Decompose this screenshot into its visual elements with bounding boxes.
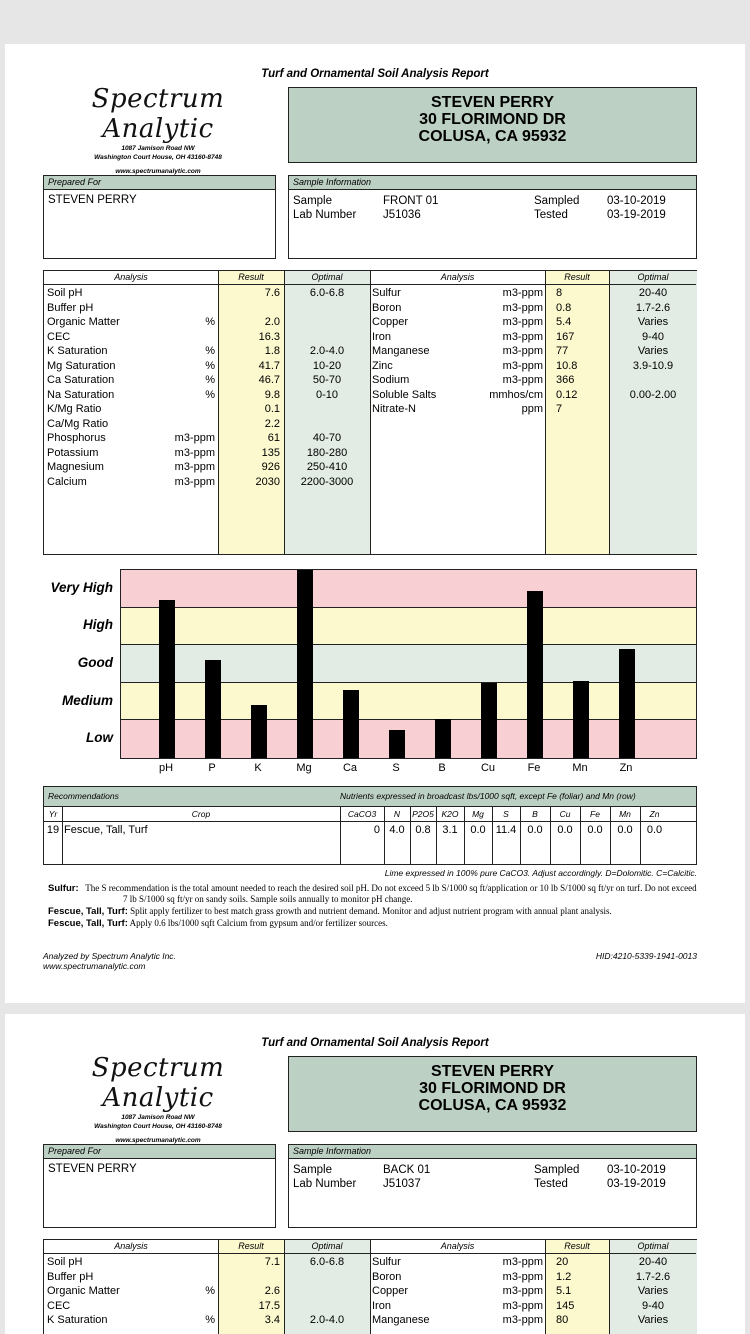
chart-bar — [251, 705, 267, 758]
rec-value-cell: 11.4 — [495, 824, 517, 836]
analysis-row — [370, 301, 697, 316]
prepared-for-box-2 — [43, 1144, 276, 1228]
client-street-2: 30 FLORIMOND DR — [419, 1080, 566, 1097]
analysis-name: Zinc — [372, 359, 393, 372]
rec-header-cell: Cu — [559, 809, 571, 819]
analysis-row — [44, 359, 370, 374]
analysis-result: 2.0 — [264, 316, 280, 328]
note-fescue-1 — [48, 906, 698, 917]
analysis-row — [44, 1299, 370, 1314]
analysis-name: Na Saturation — [47, 388, 115, 401]
analysis-result: 17.5 — [258, 1299, 280, 1312]
analysis-name: Nitrate-N — [372, 403, 417, 415]
analysis-result: 20 — [556, 1256, 569, 1268]
client-street: 30 FLORIMOND DR — [419, 111, 566, 128]
analysis-table-2 — [43, 1239, 697, 1334]
lab-number-label-2: Lab Number — [293, 1178, 357, 1190]
header-analysis-right: Analysis — [440, 272, 475, 282]
analysis-row — [370, 1270, 697, 1285]
rec-header-cell: Mn — [619, 809, 631, 819]
analysis-unit: mmhos/cm — [489, 388, 543, 401]
chart-x-label: P — [208, 762, 216, 774]
analysis-unit: % — [205, 316, 215, 328]
logo-name-2: Spectrum Analytic — [91, 1053, 225, 1113]
analysis-name: Phosphorus — [47, 432, 106, 444]
note-sulfur — [48, 883, 698, 905]
analysis-row — [370, 402, 697, 417]
prepared-for-name-2: STEVEN PERRY — [48, 1163, 137, 1175]
rec-value-cell: 0.0 — [470, 824, 486, 836]
analysis-result: 7.1 — [264, 1256, 280, 1268]
analysis-row — [44, 431, 370, 446]
analysis-optimal: Varies — [637, 1314, 669, 1326]
analysis-optimal: 1.7-2.6 — [635, 301, 671, 314]
analysis-unit: m3-ppm — [502, 1285, 543, 1297]
analysis-result: 2.6 — [264, 1285, 280, 1297]
table-header — [44, 271, 696, 285]
analysis-row — [44, 1313, 370, 1328]
chart-x-label: Fe — [527, 762, 541, 774]
analysis-optimal: Varies — [637, 345, 669, 357]
analysis-name: Copper — [372, 316, 409, 328]
header-analysis-left-2: Analysis — [114, 1241, 148, 1251]
analysis-optimal: Varies — [637, 1285, 669, 1297]
chart-bar — [297, 570, 313, 758]
analysis-optimal: 2.0-4.0 — [309, 1314, 345, 1326]
analysis-name: Boron — [372, 301, 402, 314]
analysis-name: Ca/Mg Ratio — [47, 417, 109, 430]
analysis-optimal: 1.7-2.6 — [635, 1270, 671, 1283]
analysis-row — [370, 1284, 697, 1299]
header-result-left-2: Result — [238, 1241, 264, 1251]
analysis-row — [44, 475, 370, 490]
header-analysis-left: Analysis — [114, 272, 148, 282]
analysis-row — [370, 315, 697, 330]
note-fescue-1-text: Split apply fertilizer to best match grass growth and nutrient demand. Monitor and adjust nutrient program with annual plant analysis. — [130, 906, 612, 916]
rec-header-cell: P2O5 — [412, 809, 434, 819]
analysis-row — [44, 417, 370, 432]
analysis-unit: m3-ppm — [502, 1299, 543, 1312]
analysis-name: Soluble Salts — [372, 388, 437, 401]
analysis-result: 9.8 — [264, 388, 280, 401]
chart-x-label: Zn — [619, 762, 633, 774]
analysis-row — [44, 1270, 370, 1285]
analysis-name: CEC — [47, 330, 71, 343]
logo-address-2-2: Washington Court House, OH 43160-8748 — [94, 1123, 222, 1130]
sample-info-box-2 — [288, 1144, 697, 1228]
analysis-unit: % — [205, 1285, 215, 1297]
company-logo — [43, 84, 273, 175]
analysis-row — [370, 286, 697, 301]
table-header-2 — [44, 1240, 696, 1254]
rec-header-cell: Yr — [48, 809, 58, 819]
analysis-row — [44, 286, 370, 301]
analysis-unit: m3-ppm — [502, 1270, 543, 1283]
client-city-2: COLUSA, CA 95932 — [418, 1097, 567, 1114]
analysis-result: 2.2 — [264, 417, 280, 430]
analysis-optimal: 6.0-6.8 — [309, 287, 345, 299]
prepared-for-header-2: Prepared For — [44, 1145, 275, 1159]
analysis-name: Organic Matter — [47, 316, 120, 328]
analysis-row — [44, 460, 370, 475]
analysis-name: Iron — [372, 330, 391, 343]
analysis-table — [43, 270, 697, 555]
chart-bar — [205, 660, 221, 758]
analysis-result: 80 — [556, 1314, 569, 1326]
analyzed-by-text: Analyzed by Spectrum Analytic Inc. — [43, 951, 176, 961]
logo-url-2: www.spectrumanalytic.com — [115, 1137, 201, 1144]
analysis-name: Magnesium — [47, 461, 104, 473]
rec-value-cell: Fescue, Tall, Turf — [64, 824, 148, 836]
lab-number-label: Lab Number — [293, 209, 357, 221]
chart-x-label: Ca — [342, 762, 358, 774]
rec-header-cell: CaCO3 — [347, 809, 377, 819]
analysis-row — [370, 330, 697, 345]
analysis-unit: m3-ppm — [502, 287, 543, 299]
analysis-result: 8 — [556, 287, 563, 299]
analysis-result: 1.8 — [264, 345, 280, 357]
recommendations-table — [43, 786, 697, 865]
chart-bar — [573, 681, 589, 758]
rec-value-cell: 0.0 — [587, 824, 603, 836]
rec-header-cell: B — [532, 809, 538, 819]
analysis-result: 145 — [556, 1299, 575, 1312]
recommendations-title: Recommendations — [48, 791, 119, 801]
analysis-result: 1.2 — [556, 1270, 572, 1283]
analysis-name: K/Mg Ratio — [47, 403, 102, 415]
analysis-optimal: 2200-3000 — [300, 475, 354, 488]
analysis-optimal: 40-70 — [312, 432, 342, 444]
chart-bar — [343, 690, 359, 758]
header-optimal-left-2: Optimal — [311, 1241, 343, 1251]
analysis-unit: % — [205, 345, 215, 357]
analysis-row — [370, 1255, 697, 1270]
analysis-optimal: 0.00-2.00 — [629, 388, 677, 401]
analysis-row — [44, 446, 370, 461]
analysis-row — [370, 344, 697, 359]
analysis-row — [370, 359, 697, 374]
recommendations-subtitle: Nutrients expressed in broadcast lbs/1000 sqft, except Fe (foliar) and Mn (row) — [340, 791, 636, 801]
header-optimal-right: Optimal — [637, 272, 669, 282]
recommendations-header — [44, 787, 696, 807]
analysis-result: 0.12 — [556, 388, 578, 401]
rec-header-cell: K2O — [441, 809, 459, 819]
analysis-name: K Saturation — [47, 1314, 108, 1326]
logo-address-1: 1087 Jamison Road NW — [121, 145, 195, 152]
analysis-row — [44, 1284, 370, 1299]
note-fescue-2 — [48, 918, 698, 929]
analysis-optimal: Varies — [637, 316, 669, 328]
analysis-optimal: 180-280 — [306, 446, 348, 459]
rec-value-cell: 3.1 — [442, 824, 458, 836]
sample-value: FRONT 01 — [383, 195, 439, 207]
analysis-unit: m3-ppm — [502, 345, 543, 357]
rec-value-cell: 19 — [46, 824, 60, 836]
analysis-row — [370, 1299, 697, 1314]
analysis-unit: m3-ppm — [502, 301, 543, 314]
analysis-unit: ppm — [521, 403, 543, 415]
analysis-name: Manganese — [372, 1314, 430, 1326]
note-fescue-2-text: Apply 0.6 lbs/1000 sqft Calcium from gypsum and/or fertilizer sources. — [129, 918, 388, 928]
analysis-unit: % — [205, 374, 215, 386]
analysis-row — [44, 1255, 370, 1270]
header-optimal-right-2: Optimal — [637, 1241, 669, 1251]
chart-level-band — [121, 570, 696, 608]
analysis-optimal: 10-20 — [312, 359, 342, 372]
chart-x-label: pH — [158, 762, 174, 774]
lab-number-value-2: J51037 — [383, 1178, 421, 1190]
header-result-right-2: Result — [564, 1241, 590, 1251]
rec-header-cell: N — [393, 809, 401, 819]
analysis-optimal: 20-40 — [638, 287, 668, 299]
sample-info-header: Sample Information — [289, 176, 696, 190]
tested-date: 03-19-2019 — [607, 209, 666, 221]
report-page-1 — [5, 44, 745, 1003]
rec-value-cell: 0.0 — [646, 824, 663, 836]
rec-header-cell: Fe — [590, 809, 600, 819]
analysis-result: 167 — [556, 330, 575, 343]
analysis-row — [44, 301, 370, 316]
analysis-optimal: 9-40 — [641, 330, 665, 343]
analysis-result: 135 — [261, 446, 280, 459]
analysis-row — [44, 373, 370, 388]
report-title-2: Turf and Ornamental Soil Analysis Report — [261, 1037, 489, 1049]
analysis-result: 926 — [261, 461, 280, 473]
rec-value-cell: 0.0 — [557, 824, 573, 836]
chart-level-label: Medium — [61, 692, 113, 708]
analysis-optimal: 6.0-6.8 — [309, 1256, 345, 1268]
rec-header-cell: Crop — [191, 809, 211, 819]
analysis-unit: m3-ppm — [502, 1256, 543, 1268]
analysis-name: Soil pH — [47, 1256, 83, 1268]
analysis-unit: m3-ppm — [174, 461, 215, 473]
logo-address-2: Washington Court House, OH 43160-8748 — [94, 154, 222, 161]
rec-header-cell: Zn — [649, 809, 660, 819]
analysis-name: K Saturation — [47, 345, 108, 357]
client-name: STEVEN PERRY — [431, 94, 554, 111]
analysis-result: 41.7 — [258, 359, 280, 372]
rec-value-cell: 4.0 — [389, 824, 405, 836]
tested-date-2: 03-19-2019 — [607, 1178, 666, 1190]
chart-bar — [481, 683, 497, 758]
analysis-unit: m3-ppm — [502, 316, 543, 328]
analysis-row — [370, 388, 697, 403]
analysis-result: 2030 — [255, 475, 280, 488]
sampled-label: Sampled — [534, 195, 580, 207]
chart-bar — [389, 730, 405, 758]
lime-note: Lime expressed in 100% pure CaCO3. Adjust accordingly. D=Dolomitic. C=Calcitic. — [384, 868, 697, 878]
analysis-name: Mg Saturation — [47, 359, 116, 372]
analysis-name: Sulfur — [372, 1256, 401, 1268]
sampled-label-2: Sampled — [534, 1164, 580, 1176]
analysis-result: 3.4 — [264, 1314, 280, 1326]
analysis-name: Sodium — [372, 374, 410, 386]
analysis-result: 7 — [556, 403, 563, 415]
chart-level-label: Very High — [50, 579, 113, 595]
analysis-row — [44, 330, 370, 345]
chart-x-label: B — [438, 762, 446, 774]
rec-header-cell: Mg — [472, 809, 484, 819]
rec-header-divider — [44, 821, 696, 822]
chart-level-band — [121, 608, 696, 646]
analyzed-by — [43, 951, 176, 971]
nutrient-level-chart — [5, 569, 745, 779]
rec-value-cell: 0.8 — [415, 824, 431, 836]
client-name-2: STEVEN PERRY — [431, 1063, 554, 1080]
sampled-date: 03-10-2019 — [607, 195, 666, 207]
analysis-name: Organic Matter — [47, 1285, 120, 1297]
analysis-row — [370, 1313, 697, 1328]
prepared-for-header: Prepared For — [44, 176, 275, 190]
logo-url: www.spectrumanalytic.com — [115, 168, 201, 175]
analysis-name: Manganese — [372, 345, 430, 357]
note-sulfur-label: Sulfur: — [48, 883, 79, 894]
sample-info-box — [288, 175, 697, 259]
logo-address-1-2: 1087 Jamison Road NW — [121, 1114, 195, 1121]
header-result-right: Result — [564, 272, 590, 282]
hid-code: HID:4210-5339-1941-0013 — [595, 951, 697, 961]
analysis-result: 7.6 — [264, 287, 280, 299]
analysis-result: 46.7 — [258, 374, 280, 386]
analysis-unit: m3-ppm — [502, 359, 543, 372]
chart-x-label: Mg — [296, 762, 312, 774]
analysis-unit: % — [205, 1314, 215, 1326]
analysis-name: CEC — [47, 1299, 71, 1312]
analysis-name: Sulfur — [372, 287, 401, 299]
sample-label: Sample — [293, 195, 332, 207]
report-page-2 — [5, 1014, 745, 1334]
analyzed-by-url: www.spectrumanalytic.com — [43, 961, 146, 971]
analysis-row — [44, 388, 370, 403]
rec-value-cell: 0.0 — [617, 824, 633, 836]
analysis-unit: m3-ppm — [174, 475, 215, 488]
header-result-left: Result — [238, 272, 264, 282]
chart-bar — [435, 719, 451, 758]
report-title: Turf and Ornamental Soil Analysis Report — [261, 68, 489, 80]
notes-section — [48, 883, 698, 929]
analysis-name: Copper — [372, 1285, 409, 1297]
chart-level-label: High — [83, 617, 113, 633]
analysis-unit: m3-ppm — [174, 446, 215, 459]
analysis-unit: m3-ppm — [502, 330, 543, 343]
analysis-name: Calcium — [47, 475, 87, 488]
sampled-date-2: 03-10-2019 — [607, 1164, 666, 1176]
chart-bar — [159, 600, 175, 758]
header-analysis-right-2: Analysis — [440, 1241, 475, 1251]
analysis-row — [370, 373, 697, 388]
prepared-for-name: STEVEN PERRY — [48, 194, 137, 206]
rec-value-cell: 0.0 — [527, 824, 543, 836]
analysis-unit: % — [205, 359, 215, 372]
client-address-box — [288, 87, 697, 163]
analysis-result: 5.4 — [556, 316, 572, 328]
sample-info-header-2: Sample Information — [289, 1145, 696, 1159]
analysis-unit: % — [205, 388, 215, 401]
analysis-row — [44, 315, 370, 330]
tested-label: Tested — [534, 209, 568, 221]
analysis-result: 77 — [556, 345, 569, 357]
analysis-optimal: 9-40 — [641, 1299, 665, 1312]
analysis-result: 16.3 — [258, 330, 280, 343]
analysis-optimal: 2.0-4.0 — [309, 345, 345, 357]
analysis-name: Buffer pH — [47, 1270, 94, 1283]
analysis-row — [44, 344, 370, 359]
analysis-name: Ca Saturation — [47, 374, 115, 386]
prepared-for-box — [43, 175, 276, 259]
analysis-result: 61 — [267, 432, 280, 444]
client-address-box-2 — [288, 1056, 697, 1132]
note-fescue-2-label: Fescue, Tall, Turf: — [48, 918, 128, 929]
analysis-unit: m3-ppm — [502, 1314, 543, 1326]
logo-name: Spectrum Analytic — [91, 84, 225, 144]
analysis-unit: m3-ppm — [502, 374, 543, 386]
client-city: COLUSA, CA 95932 — [418, 128, 567, 145]
analysis-result: 5.1 — [556, 1285, 572, 1297]
lab-number-value: J51036 — [383, 209, 421, 221]
sample-label-2: Sample — [293, 1164, 332, 1176]
analysis-optimal: 20-40 — [638, 1256, 668, 1268]
analysis-name: Potassium — [47, 446, 99, 459]
analysis-optimal: 250-410 — [306, 461, 348, 473]
chart-level-label: Low — [86, 730, 113, 746]
analysis-name: Buffer pH — [47, 301, 94, 314]
rec-header-cell: S — [503, 809, 509, 819]
analysis-optimal: 3.9-10.9 — [632, 359, 674, 372]
analysis-optimal: 0-10 — [315, 388, 339, 401]
tested-label-2: Tested — [534, 1178, 568, 1190]
chart-bar — [619, 649, 635, 758]
chart-x-label: Mn — [572, 762, 588, 774]
rec-value-cell: 0 — [373, 824, 380, 836]
chart-bar — [527, 591, 543, 758]
analysis-unit: m3-ppm — [174, 432, 215, 444]
analysis-result: 0.8 — [556, 301, 572, 314]
analysis-result: 10.8 — [556, 359, 578, 372]
chart-x-label: Cu — [480, 762, 496, 774]
header-optimal-left: Optimal — [311, 272, 343, 282]
analysis-name: Boron — [372, 1270, 402, 1283]
analysis-name: Iron — [372, 1299, 391, 1312]
chart-level-label: Good — [77, 655, 113, 670]
note-fescue-1-label: Fescue, Tall, Turf: — [48, 906, 128, 917]
sample-value-2: BACK 01 — [383, 1164, 431, 1176]
chart-x-label: K — [254, 762, 262, 774]
analysis-optimal: 50-70 — [312, 374, 342, 386]
note-sulfur-text: The S recommendation is the total amount needed to reach the desired soil pH. Do not exceed 5 lb S/1000 sq ft/application or 10 lb S/1000 sq ft/yr on turf. Do not exceed 7 lb S/1000 sq ft/yr on sandy soils. Sample soils annually to monitor pH change. — [85, 883, 697, 904]
analysis-result: 366 — [556, 374, 575, 386]
analysis-result: 0.1 — [264, 403, 280, 415]
analysis-name: Soil pH — [47, 287, 83, 299]
company-logo-2 — [43, 1053, 273, 1144]
analysis-row — [44, 402, 370, 417]
chart-x-label: S — [392, 762, 400, 774]
